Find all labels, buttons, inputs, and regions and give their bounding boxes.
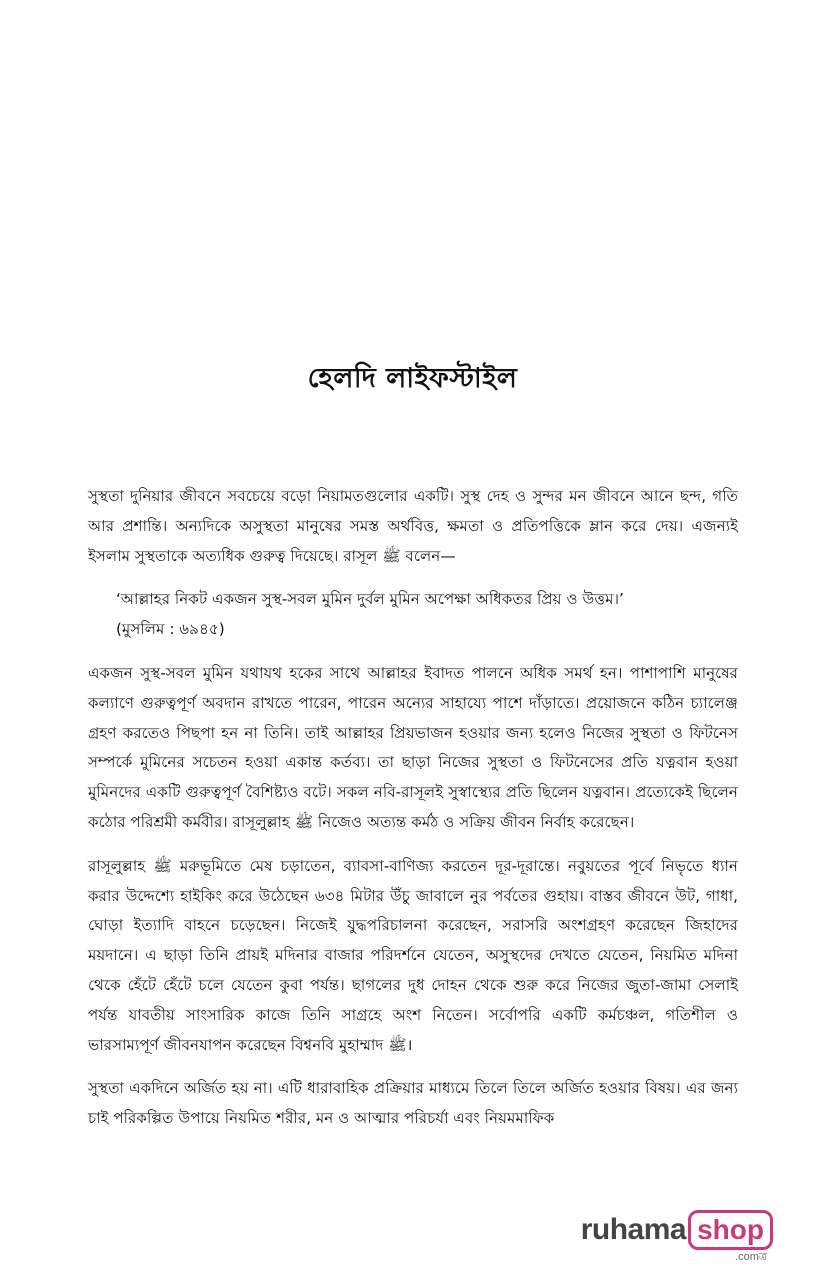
paragraph-intro: সুস্থতা দুনিয়ার জীবনে সবচেয়ে বড়ো নিয়ামতগুলোর একটি। সুস্থ দেহ ও সুন্দর মন জীবনে আনে ছন্দ, গতি আর প্রশান্তি। অন্যদিকে অসুস্থতা মানুষের সমস্ত অর্থবিত্ত, ক্ষমতা ও প্রতিপত্তিকে ম্লান করে দেয়। এজন্যই ইসলাম সুস্থতাকে অত্যধিক গুরুত্ব দিয়েছে। রাসূল ﷺ বলেন— — [88, 487, 738, 565]
quote-text: ‘আল্লাহর নিকট একজন সুস্থ-সবল মুমিন দুর্বল মুমিন অপেক্ষা অধিকতর প্রিয় ও উত্তম।’ — [116, 590, 624, 609]
hadith-quote — [88, 585, 738, 645]
logo-domain: .comত্র — [735, 1251, 767, 1263]
paragraph-3: রাসূলুল্লাহ ﷺ মরুভূমিতে মেষ চড়াতেন, ব্যাবসা-বাণিজ্য করতেন দূর-দূরান্তে। নবুয়তের পূর্বে নিভৃতে ধ্যান করার উদ্দেশ্যে হাইকিং করে উঠেছেন ৬৩৪ মিটার উঁচু জাবালে নুর পর্বতের গুহায়। বাস্তব জীবনে উট, গাধা, ঘোড়া ইত্যাদি বাহনে চড়েছেন। নিজেই যুদ্ধপরিচালনা করেছেন, সরাসরি অংশগ্রহণ করেছেন জিহাদের ময়দানে। এ ছাড়া তিনি প্রায়ই মদিনার বাজার পরিদর্শনে যেতেন, অসুস্থদের দেখতে যেতেন, নিয়মিত মদিনা থেকে হেঁটে হেঁটে চলে যেতেন কুবা পর্যন্ত। ছাগলের দুধ দোহন থেকে শুরু করে নিজের জুতা-জামা সেলাই পর্যন্ত যাবতীয় সাংসারিক কাজে তিনি সাগ্রহে অংশ নিতেন। সর্বোপরি একটি কর্মচঞ্চল, গতিশীল ও ভারসাম্যপূর্ণ জীবনযাপন করেছেন বিশ্বনবি মুহাম্মাদ ﷺ। — [88, 856, 739, 1054]
body-text — [88, 482, 738, 1148]
paragraph-2: একজন সুস্থ-সবল মুমিন যথাযথ হকের সাথে আল্লাহর ইবাদত পালনে অধিক সমর্থ হন। পাশাপাশি মানুষের কল্যাণে গুরুত্বপূর্ণ অবদান রাখতে পারেন, পারেন অন্যের সাহায্যে পাশে দাঁড়াতে। প্রয়োজনে কঠিন চ্যালেঞ্জ গ্রহণ করতেও পিছপা হন না তিনি। তাই আল্লাহর প্রিয়ভাজন হওয়ার জন্য হলেও নিজের সুস্থতা ও ফিটনেস সম্পর্কে মুমিনের সচেতন হওয়া একান্ত কর্তব্য। তা ছাড়া নিজের সুস্থতা ও ফিটনেসের প্রতি যত্নবান হওয়া মুমিনদের একটি গুরুত্বপূর্ণ বৈশিষ্ট্যও বটে। সকল নবি-রাসূলই সুস্বাস্থ্যের প্রতি ছিলেন যত্নবান। প্রত্যেকেই ছিলেন কঠোর পরিশ্রমী কর্মবীর। রাসূলুল্লাহ ﷺ নিজেও অত্যন্ত কর্মঠ ও সক্রিয় জীবন নির্বাহ করেছেন। — [88, 663, 738, 831]
paragraph-4: সুস্থতা একদিনে অর্জিত হয় না। এটি ধারাবাহিক প্রক্রিয়ার মাধ্যমে তিলে তিলে অর্জিত হওয়ার বিষয়। এর জন্য চাই পরিকল্পিত উপায়ে নিয়মিত শরীর, মন ও আত্মার পরিচর্যা এবং নিয়মমাফিক — [88, 1079, 738, 1128]
ruhamashop-logo — [580, 1210, 773, 1263]
quote-source: (মুসলিম : ৬৯৪৫) — [116, 620, 225, 639]
logo-main-text: ruhama — [580, 1213, 687, 1246]
chapter-title: হেলদি লাইফস্টাইল — [307, 363, 518, 394]
logo-shop-badge: shop — [688, 1210, 773, 1250]
